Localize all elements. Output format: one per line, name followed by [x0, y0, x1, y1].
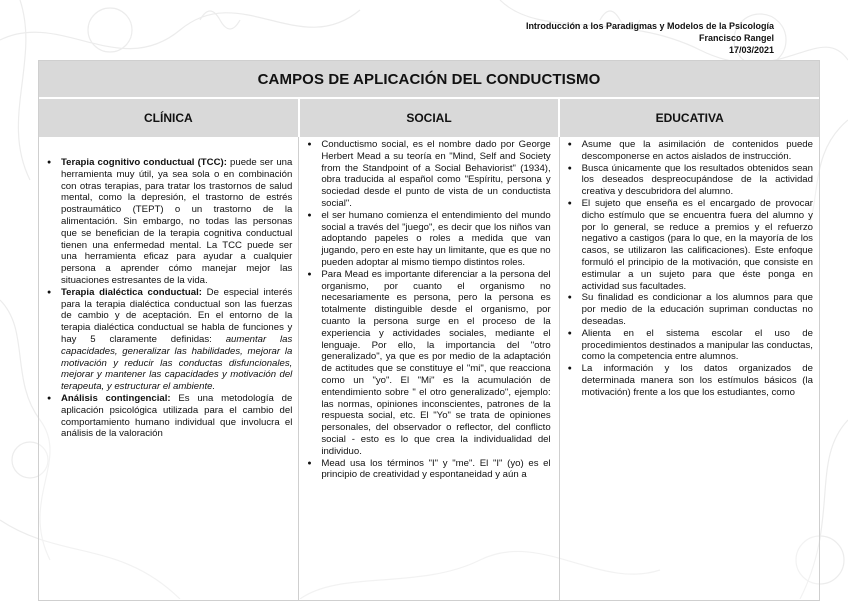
column-header-row	[39, 99, 819, 137]
column-header-clinica: CLÍNICA	[39, 99, 300, 137]
list-item: ● Alienta en el sistema escolar el uso de procedimientos destinados a manipular las conductas, como la competencia entre alumnos.	[560, 328, 819, 363]
list-item	[39, 157, 298, 287]
column-clinica	[39, 137, 299, 600]
list-item: ● El sujeto que enseña es el encargado de provocar dicho estímulo que se encuentra fuera del alumno y por lo general, se reduce a premios y el refuerzo negativo a castigos (para lo que, en la mayoría de los casos, se utilizaron las calificaciones). Este enfoque formuló el principio de la motivación, que consiste en estimular a un sujeto para que éste ponga en actividad sus facultades.	[560, 198, 819, 292]
column-social	[299, 137, 559, 600]
list-item: ● Busca únicamente que los resultados obtenidos sean los deseados despreocupándose de la actividad creativa y descubridora del alumno.	[560, 163, 819, 198]
list-item: ● Su finalidad es condicionar a los alumnos para que por medio de la educación supriman conductas no deseadas.	[560, 292, 819, 327]
document-date: 17/03/2021	[728, 45, 774, 55]
applications-table	[38, 60, 820, 601]
column-header-social: SOCIAL	[300, 99, 561, 137]
list-item	[39, 393, 298, 440]
item-text: puede ser una herramienta muy útil, ya sea sola o en combinación con otras terapias, para tratar los trastornos de salud mental, como la depresión, el trastorno de estrés postraumático (TEPT) o un trastorno de la alimentación. Sin embargo, no todas las personas que se benefician de la terapia cognitiva conductual tienen una enfermedad mental. La TCC puede ser una herramienta eficaz para ayudar a cualquier persona a aprender cómo manejar mejor las situaciones estresantes de la vida.	[61, 157, 293, 286]
course-title: Introducción a los Paradigmas y Modelos de la Psicología	[525, 21, 774, 31]
author-name: Francisco Rangel	[698, 33, 774, 43]
list-item: ● La información y los datos organizados de determinada manera son los estímulos básicos (la motivación) frente a los que los estudiantes, como	[560, 363, 819, 398]
column-header-educativa: EDUCATIVA	[560, 99, 819, 137]
list-item: ● Para Mead es importante diferenciar a la persona del organismo, por cuanto el organismo no necesariamente es persona, pero la persona es totalmente distinguible desde el organismo, por cuanto la persona surge en el proceso de la experiencia y actividades sociales, mediante el lenguaje. Por ello, la importancia del "otro generalizado", ya que es por medio de la adaptación de actitudes que se constituye el "mi", que reacciona como un "yo". El "Mi" es la acumulación de entendimiento sobre " el otro generalizado", ejemplo: las normas, opiniones inconscientes, patrones de la respuesta social, etc. El "Yo" se trata de opiniones personales, del observador o reflector, del conflicto social - esto es lo que crea la individualidad del individuo.	[299, 269, 558, 458]
list-item: ● el ser humano comienza el entendimiento del mundo social a través del "juego", es decir que los niños van adoptando papeles o roles a medida que van jugando, pero en este hay un limitante, que es que no pueden adoptar al mismo tiempo distintos roles.	[299, 210, 558, 269]
table-title: CAMPOS DE APLICACIÓN DEL CONDUCTISMO	[39, 61, 819, 99]
item-term: Análisis contingencial:	[61, 392, 171, 404]
item-term: Terapia dialéctica conductual:	[61, 286, 202, 298]
list-item: ● Mead usa los términos "I" y "me". El "I" (yo) es el principio de creatividad y espontaneidad y aún a	[299, 458, 558, 482]
table-body-row	[39, 137, 819, 600]
list-item: ● Asume que la asimilación de contenidos puede descomponerse en actos aislados de instrucción.	[560, 139, 819, 163]
column-educativa	[560, 137, 819, 600]
list-item: ● Conductismo social, es el nombre dado por George Herbert Mead a su teoría en "Mind, Self and Society from the Standpoint of a Social Behaviorist" (1934), obra traducida al español como "Espíritu, persona y sociedad desde el punto de vista de un conductista social".	[299, 139, 558, 210]
item-term: Terapia cognitivo conductual (TCC):	[61, 157, 227, 168]
item-italic-text: aumentar las capacidades, generalizar las habilidades, mejorar la motivación y reducir las conductas disfuncionales, mejorar y mantener las capacidades y motivación del terapeuta, y estructurar el ambiente.	[61, 333, 293, 393]
list-item	[39, 287, 298, 393]
item-text: De especial interés para la terapia dialéctica conductual son las fuerzas de cambio y de aceptación. En el entorno de la terapia dialéctica conductual se habla de funciones y hay 5 claramente definidas:	[61, 286, 293, 345]
item-text: Es una metodología de aplicación psicológica utilizada para el cambio del comportamiento humano individual que involucra el análisis de la valoración	[61, 392, 293, 440]
document-header	[526, 20, 774, 56]
